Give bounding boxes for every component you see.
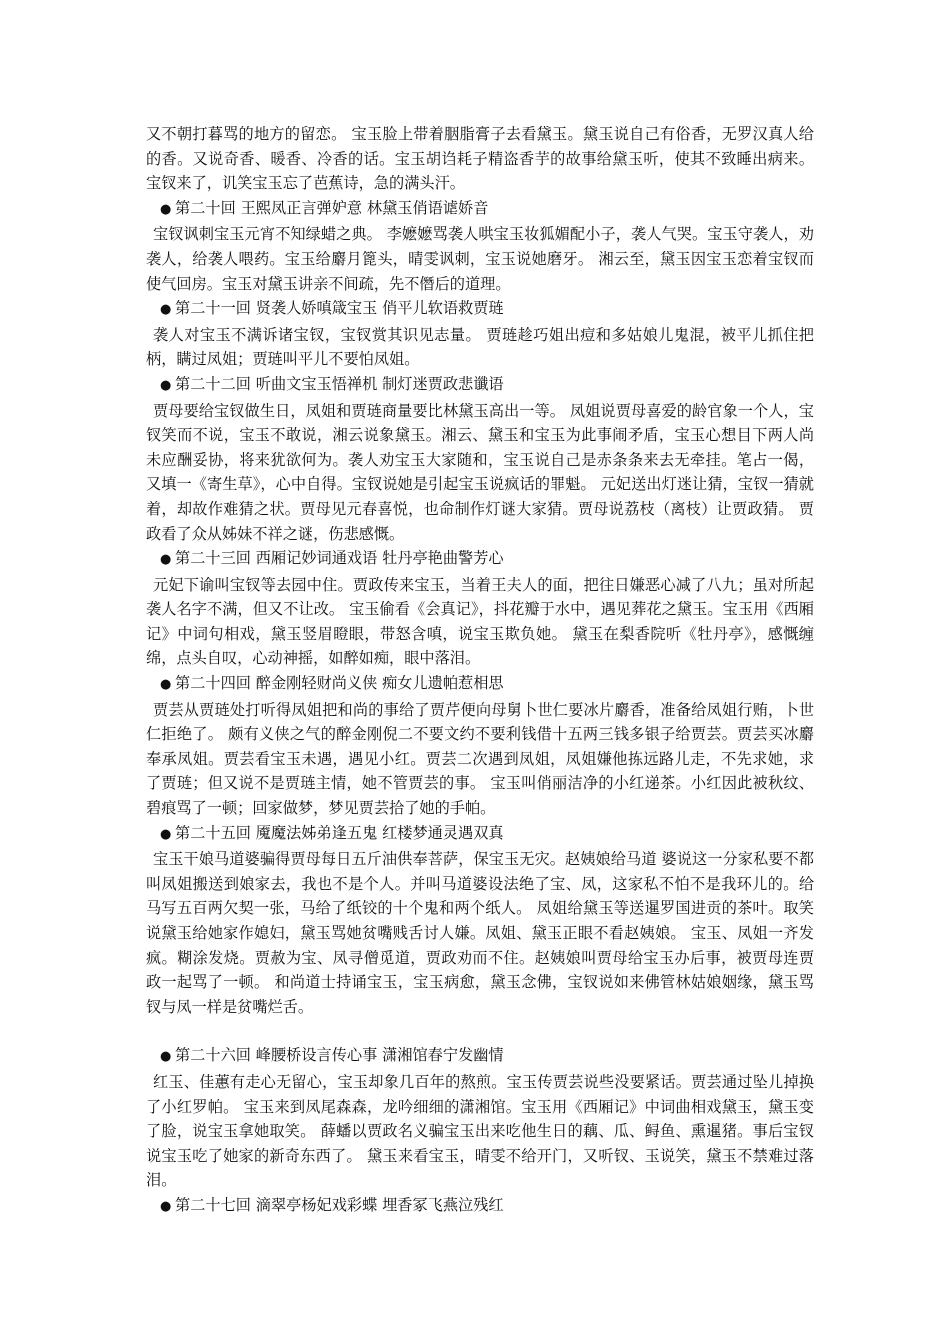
- chapter-title: 第二十四回 醉金刚轻财尚义侠 痴女儿遗帕惹相思: [175, 674, 504, 693]
- summary-paragraph: 贾母要给宝钗做生日，凤姐和贾琏商量要比林黛玉高出一等。 凤姐说贾母喜爱的龄官象一个人，宝钗笑而不说，宝玉不敢说，湘云说象黛玉。湘云、黛玉和宝玉为此事闹矛盾，宝玉心想目下两人尚未应酬妥协，将来犹欲何为。袭人劝宝玉大家随和，宝玉说自己是赤条条来去无牵挂。笔占一偈，又填一《寄生草》，心中自得。宝钗说她是引起宝玉说疯话的罪魁。 元妃送出灯迷让猜，宝钗一猜就着，却故作难猜之状。贾母见元春喜悦，也命制作灯谜大家猜。贾母说荔枝（离枝）让贾政猜。 贾政看了众从姊妹不祥之谜，伤悲感慨。: [146, 401, 814, 543]
- chapter-title: 第二十六回 峰腰桥设言传心事 潇湘馆春宁发幽情: [175, 1046, 504, 1065]
- chapter-block-23: [146, 546, 814, 671]
- chapter-title: 第二十七回 滴翠亭杨妃戏彩蝶 埋香冢飞燕泣残红: [175, 1195, 504, 1214]
- chapter-heading: [146, 1193, 814, 1220]
- chapter-block-21: [146, 296, 814, 372]
- bullet-icon: ●: [160, 377, 172, 393]
- summary-paragraph: 袭人对宝玉不满诉诸宝钗，宝钗赏其识见志量。 贾琏趁巧姐出痘和多姑娘儿鬼混，被平儿抓住把柄，瞒过凤姐；贾琏叫平儿不要怕凤姐。: [146, 325, 814, 369]
- bullet-icon: ●: [160, 552, 172, 568]
- chapter-heading: [146, 372, 814, 399]
- chapter-block-24: [146, 671, 814, 821]
- chapter-title: 第二十二回 听曲文宝玉悟禅机 制灯迷贾政悲谶语: [175, 374, 504, 393]
- chapter-title: 第二十回 王熙凤正言弹妒意 林黛玉俏语谑娇音: [175, 198, 489, 217]
- bullet-icon: ●: [160, 677, 172, 693]
- summary-paragraph: 又不朝打暮骂的地方的留恋。 宝玉脸上带着胭脂膏子去看黛玉。黛玉说自己有俗香，无罗汉真人给的香。又说奇香、暖香、冷香的话。宝玉胡诌耗子精盗香芋的故事给黛玉听，使其不致睡出病来。宝钗来了，讥笑宝玉忘了芭蕉诗，急的满头汗。: [146, 125, 814, 193]
- chapter-heading: [146, 1043, 814, 1070]
- summary-paragraph: 红玉、佳蕙有走心无留心，宝玉却象几百年的熬煎。宝玉传贾芸说些没要紧话。贾芸通过坠儿掉换了小红罗帕。 宝玉来到凤尾森森，龙吟细细的潇湘馆。宝玉用《西厢记》中词曲相戏黛玉，黛玉变了脸，说宝玉拿她取笑。 薛蟠以贾政名义骗宝玉出来吃他生日的藕、瓜、鲟鱼、熏暹猪。事后宝钗说宝玉吃了她家的新奇东西了。 黛玉来看宝玉，晴雯不给开门，又听钗、玉说笑，黛玉不禁难过落泪。: [146, 1072, 814, 1190]
- bullet-icon: ●: [160, 1198, 172, 1214]
- summary-paragraph: 元妃下谕叫宝钗等去园中住。贾政传来宝玉，当着王夫人的面，把往日嫌恶心减了八九；虽对所起袭人名字不满，但又不让改。 宝玉偷看《会真记》，抖花瓣于水中，遇见葬花之黛玉。宝玉用《西厢记》中词句相戏，黛玉竖眉瞪眼，带怒含嗔，说宝玉欺负她。 黛玉在梨香院听《牡丹亭》，感慨缠绵，点头自叹，心动神摇，如醉如痴，眼中落泪。: [146, 575, 814, 668]
- summary-paragraph: 宝玉干娘马道婆骗得贾母每日五斤油供奉菩萨，保宝玉无灾。赵姨娘给马道 婆说这一分家私要不都叫凤姐搬送到娘家去，我也不是个人。并叫马道婆设法绝了宝、凤，这家私不怕不是我环儿的。给马写五百两欠契一张，马给了纸铰的十个鬼和两个纸人。 凤姐给黛玉等送暹罗国进贡的茶叶。取笑说黛玉给她家作媳妇，黛玉骂她贫嘴贱舌讨人嫌。凤姐、黛玉正眼不看赵姨娘。 宝玉、凤姐一齐发疯。糊涂发烧。贾赦为宝、凤寻僧觅道，贾政劝而不住。赵姨娘叫贾母给宝玉办后事，被贾母连贾政一起骂了一顿。 和尚道士持诵宝玉，宝玉病愈，黛玉念佛，宝钗说如来佛管林姑娘姻缘，黛玉骂钗与凤一样是贫嘴烂舌。: [146, 850, 814, 1016]
- chapter-title: 第二十五回 魇魔法姊弟逢五鬼 红楼梦通灵遇双真: [175, 823, 504, 842]
- summary-paragraph: 宝钗讽刺宝玉元宵不知绿蜡之典。 李嬷嬷骂袭人哄宝玉妆狐媚配小子，袭人气哭。宝玉守袭人，劝袭人，给袭人喂药。宝玉给麝月篦头，晴雯讽刺，宝玉说她磨牙。 湘云至，黛玉因宝玉恋着宝钗而使气回房。宝玉对黛玉讲亲不间疏，先不僭后的道理。: [146, 225, 814, 293]
- summary-paragraph: 贾芸从贾琏处打听得凤姐把和尚的事给了贾芹便向母舅卜世仁要冰片麝香，准备给凤姐行贿，卜世仁拒绝了。 颇有义侠之气的醉金刚倪二不要文约不要利钱借十五两三钱多银子给贾芸。贾芸买冰麝奉承凤姐。贾芸看宝玉未遇，遇见小红。贾芸二次遇到凤姐，凤姐嫌他拣远路儿走，不先求她，求了贾琏；但又说不是贾琏主情，她不管贾芸的事。 宝玉叫俏丽洁净的小红递茶。小红因此被秋纹、碧痕骂了一顿；回家做梦，梦见贾芸拾了她的手帕。: [146, 700, 814, 818]
- chapter-block-20: [146, 196, 814, 296]
- bullet-icon: ●: [160, 302, 172, 318]
- chapter-heading: [146, 296, 814, 323]
- chapter-heading: [146, 821, 814, 848]
- chapter-block-25: [146, 821, 814, 1020]
- summary-block-continued: [146, 122, 814, 196]
- chapter-heading: [146, 196, 814, 223]
- chapter-block-26: [146, 1043, 814, 1193]
- bullet-icon: ●: [160, 826, 172, 842]
- section-spacer: [146, 1019, 814, 1043]
- chapter-block-27: [146, 1193, 814, 1220]
- bullet-icon: ●: [160, 201, 172, 217]
- chapter-title: 第二十三回 西厢记妙词通戏语 牡丹亭艳曲警芳心: [175, 549, 504, 568]
- document-body: [146, 122, 814, 1220]
- bullet-icon: ●: [160, 1049, 172, 1065]
- chapter-block-22: [146, 372, 814, 546]
- chapter-heading: [146, 546, 814, 573]
- chapter-heading: [146, 671, 814, 698]
- chapter-title: 第二十一回 贤袭人娇嗔箴宝玉 俏平儿软语救贾琏: [175, 299, 504, 318]
